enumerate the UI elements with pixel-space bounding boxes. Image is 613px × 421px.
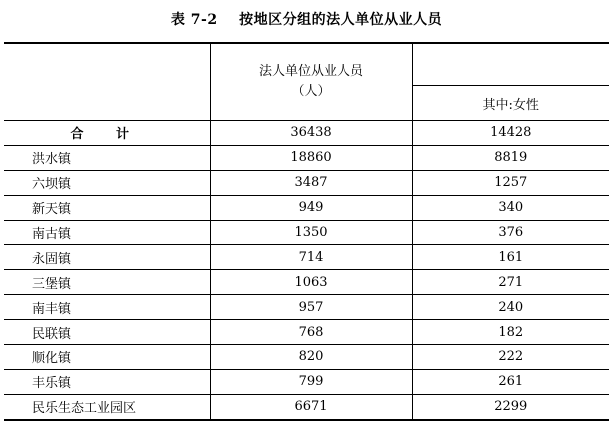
- page-title: 表 7-2 按地区分组的法人单位从业人员: [170, 12, 443, 28]
- employees-cell: 36438: [210, 121, 412, 146]
- female-cell: 376: [412, 220, 609, 245]
- female-cell: 240: [412, 295, 609, 320]
- female-cell: 1257: [412, 170, 609, 195]
- table-row: [4, 195, 609, 220]
- table-row: [4, 295, 609, 320]
- female-cell: 2299: [412, 394, 609, 419]
- data-table: [4, 42, 609, 421]
- table-row: [4, 369, 609, 394]
- region-column-header: [4, 44, 210, 121]
- table-row-total: [4, 121, 609, 146]
- table-row: [4, 145, 609, 170]
- table-row: [4, 394, 609, 419]
- employees-cell: 768: [210, 320, 412, 345]
- female-column-header: 其中:女性: [412, 86, 609, 121]
- employees-cell: 6671: [210, 394, 412, 419]
- employees-cell: 949: [210, 195, 412, 220]
- employees-cell: 18860: [210, 145, 412, 170]
- employees-cell: 820: [210, 345, 412, 370]
- female-cell: 161: [412, 245, 609, 270]
- female-cell: 271: [412, 270, 609, 295]
- table-row: [4, 220, 609, 245]
- employees-header-line-1: 法人单位从业人员: [258, 64, 363, 79]
- female-cell: 182: [412, 320, 609, 345]
- region-cell: 丰乐镇: [4, 369, 210, 394]
- employees-cell: 1350: [210, 220, 412, 245]
- table-row: [4, 170, 609, 195]
- female-cell: 261: [412, 369, 609, 394]
- region-cell: 六坝镇: [4, 170, 210, 195]
- female-cell: 222: [412, 345, 609, 370]
- employees-column-header: [210, 44, 412, 121]
- region-cell: 永固镇: [4, 245, 210, 270]
- employees-cell: 1063: [210, 270, 412, 295]
- female-cell: 340: [412, 195, 609, 220]
- table-row: [4, 245, 609, 270]
- employees-cell: 957: [210, 295, 412, 320]
- region-cell: 南丰镇: [4, 295, 210, 320]
- table-row: [4, 320, 609, 345]
- female-header-spacer: [412, 44, 609, 86]
- table-row: [4, 345, 609, 370]
- employees-cell: 3487: [210, 170, 412, 195]
- region-cell: 顺化镇: [4, 345, 210, 370]
- employees-header-line-2: （人）: [291, 84, 331, 99]
- region-cell: 南古镇: [4, 220, 210, 245]
- region-cell: 新天镇: [4, 195, 210, 220]
- female-cell: 14428: [412, 121, 609, 146]
- region-cell: 民乐生态工业园区: [4, 394, 210, 419]
- employees-cell: 714: [210, 245, 412, 270]
- table-row: [4, 270, 609, 295]
- region-cell: 民联镇: [4, 320, 210, 345]
- female-cell: 8819: [412, 145, 609, 170]
- region-cell: 洪水镇: [4, 145, 210, 170]
- region-cell: 合 计: [4, 121, 210, 146]
- region-cell: 三堡镇: [4, 270, 210, 295]
- employees-cell: 799: [210, 369, 412, 394]
